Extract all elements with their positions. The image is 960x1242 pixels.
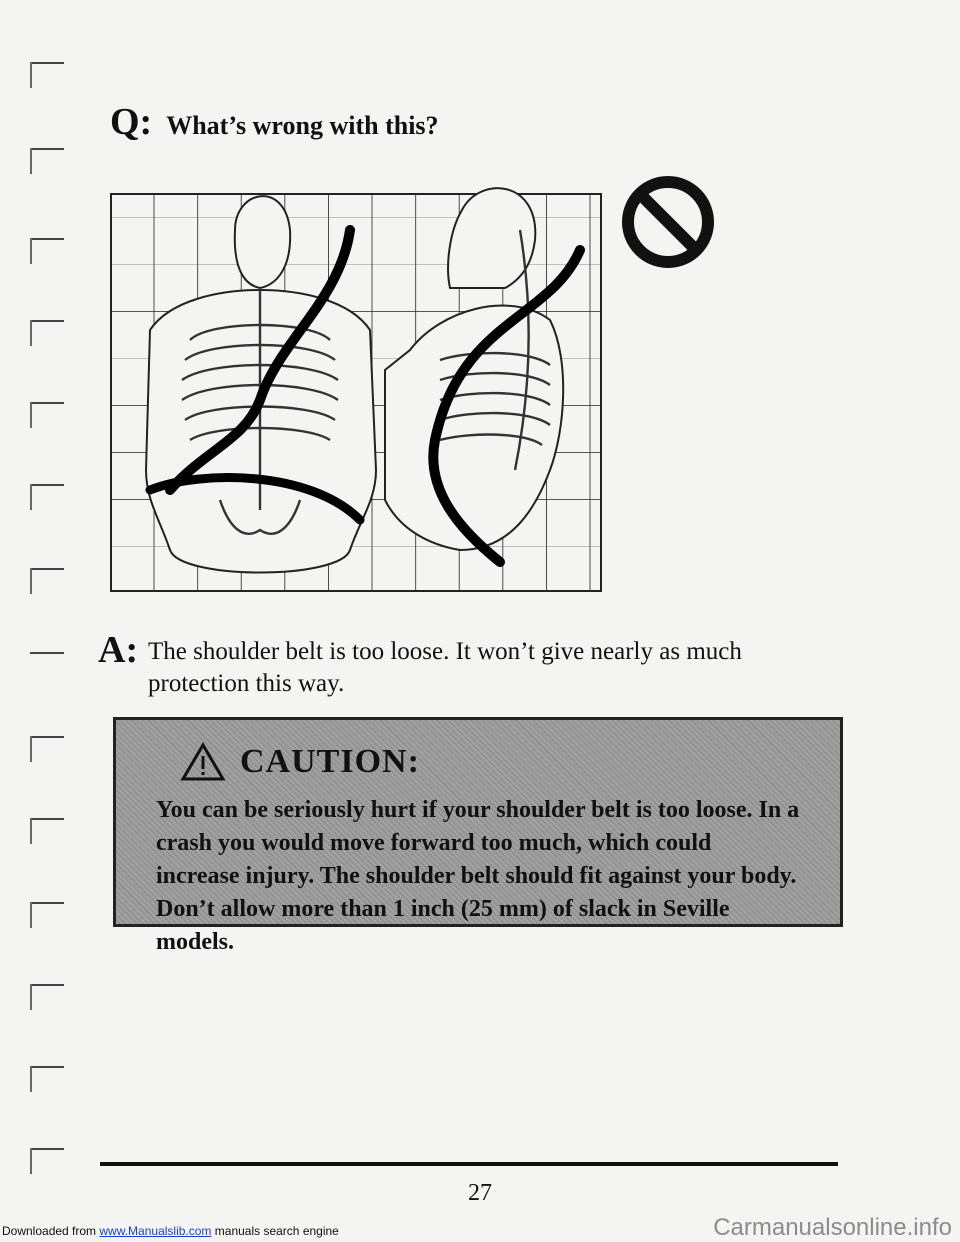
prohibition-icon: [618, 172, 718, 272]
margin-mark: [30, 238, 64, 240]
margin-mark: [30, 818, 64, 820]
download-credit: [2, 1224, 339, 1238]
footer-rule: [100, 1162, 838, 1166]
margin-mark: [30, 320, 64, 322]
margin-mark: [30, 148, 64, 150]
caution-header: [180, 742, 800, 782]
answer: [98, 629, 778, 700]
credit-prefix: Downloaded from: [2, 1224, 100, 1238]
manualslib-link[interactable]: www.Manualslib.com: [99, 1224, 212, 1238]
page-number: 27: [468, 1180, 492, 1206]
margin-mark: [30, 902, 64, 904]
question-label: Q:: [110, 101, 153, 143]
margin-mark: [30, 652, 64, 654]
warning-triangle-icon: [180, 742, 226, 782]
margin-mark: [30, 62, 64, 64]
credit-suffix: manuals search engine: [211, 1224, 339, 1238]
answer-text: The shoulder belt is too loose. It won’t give nearly as much protection this way.: [148, 638, 742, 697]
margin-mark: [30, 484, 64, 486]
margin-mark: [30, 402, 64, 404]
margin-mark: [30, 568, 64, 570]
margin-mark: [30, 1066, 64, 1068]
question-text: What’s wrong with this?: [166, 111, 439, 140]
margin-mark: [30, 1148, 64, 1150]
question: [110, 100, 439, 144]
watermark: Carmanualsonline.info: [713, 1214, 952, 1241]
caution-body: You can be seriously hurt if your shoulder belt is too loose. In a crash you would move forward too much, which could increase injury. The shoulder belt should fit against your body. Don’t allow more than 1 inch (25 mm) of slack in Seville models.: [156, 797, 800, 955]
margin-mark: [30, 736, 64, 738]
caution-title: CAUTION:: [240, 743, 420, 780]
answer-label: A:: [98, 629, 139, 671]
caution-box: [113, 717, 843, 955]
margin-mark: [30, 984, 64, 986]
seatbelt-illustration: [110, 170, 602, 592]
